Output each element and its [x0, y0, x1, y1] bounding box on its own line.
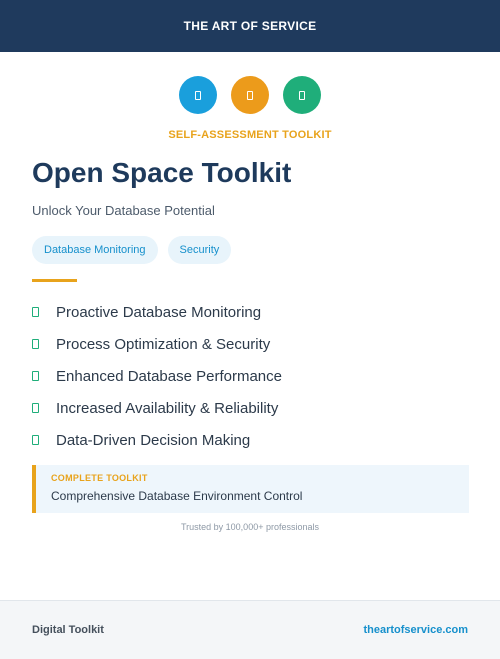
footer-label: Digital Toolkit	[32, 624, 104, 636]
feature-text: Enhanced Database Performance	[56, 367, 282, 385]
feature-text: Process Optimization & Security	[56, 335, 271, 353]
list-item	[32, 360, 282, 392]
tag-security: Security	[168, 236, 232, 264]
trusted-note: Trusted by 100,000+ professionals	[180, 522, 319, 532]
icon-row	[0, 76, 500, 114]
page-subtitle: Unlock Your Database Potential	[32, 203, 215, 218]
callout-text: Comprehensive Database Environment Control	[51, 489, 303, 503]
book-icon	[195, 91, 201, 100]
feature-list	[32, 296, 282, 456]
checkbox-icon	[32, 435, 39, 445]
brand-title: THE ART OF SERVICE	[183, 19, 317, 33]
list-item	[32, 424, 282, 456]
book-icon	[247, 91, 253, 100]
book-icon-orange	[231, 76, 269, 114]
page-title: Open Space Toolkit	[32, 157, 292, 188]
feature-text: Proactive Database Monitoring	[56, 303, 262, 321]
accent-divider	[32, 279, 77, 282]
checkbox-icon	[32, 339, 39, 349]
callout-label: COMPLETE TOOLKIT	[51, 473, 148, 483]
feature-text: Increased Availability & Reliability	[56, 399, 279, 417]
checkbox-icon	[32, 403, 39, 413]
book-icon-green	[283, 76, 321, 114]
website-link[interactable]: theartofservice.com	[363, 624, 468, 636]
toolkit-callout	[32, 465, 469, 513]
checkbox-icon	[32, 307, 39, 317]
list-item	[32, 392, 282, 424]
book-icon	[299, 91, 305, 100]
top-banner	[0, 0, 500, 52]
checkbox-icon	[32, 371, 39, 381]
tag-database-monitoring: Database Monitoring	[32, 236, 158, 264]
book-icon-blue	[179, 76, 217, 114]
tag-list	[32, 236, 231, 264]
list-item	[32, 296, 282, 328]
feature-text: Data-Driven Decision Making	[56, 431, 251, 449]
kicker-label: SELF-ASSESSMENT TOOLKIT	[168, 129, 332, 141]
list-item	[32, 328, 282, 360]
footer	[0, 600, 500, 659]
